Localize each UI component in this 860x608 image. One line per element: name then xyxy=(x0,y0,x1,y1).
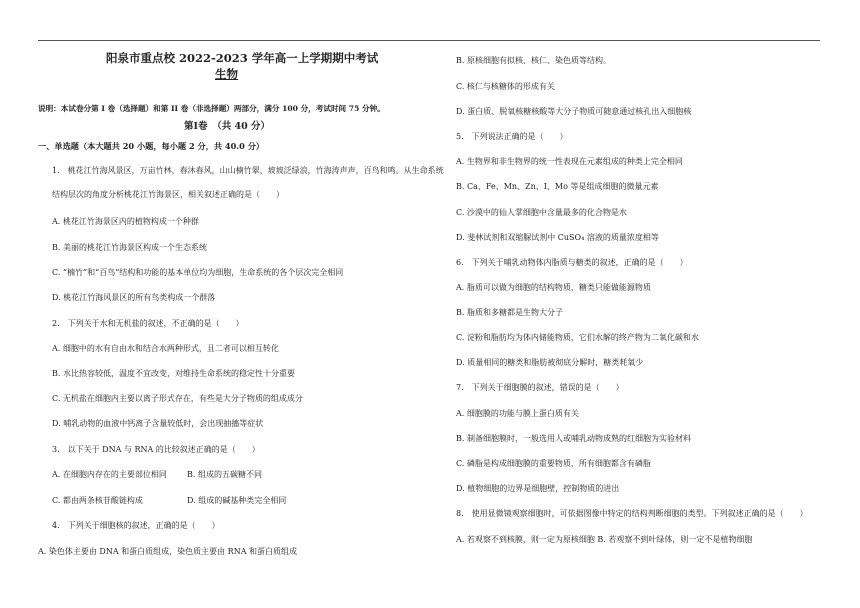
section-one-heading: 一、单选题（本大题共 20 小题，每小题 2 分，共 40.0 分） xyxy=(38,141,265,151)
q3-option-a: A. 在细胞内存在的主要部位相同 xyxy=(52,470,167,479)
exam-subject: 生物 xyxy=(215,67,238,81)
q6-option-a: A. 脂质可以做为细胞的结构物质，糖类只能做能源物质 xyxy=(456,283,651,292)
part-one-heading: 第Ⅰ卷 （共 40 分） xyxy=(184,121,271,132)
q1-option-c: C. “楠竹”和“百鸟”结构和功能的基本单位均为细胞，生命系统的各个层次完全相同 xyxy=(52,268,344,277)
header-rule xyxy=(38,40,820,41)
q7-option-c: C. 磷脂是构成细胞膜的重要物质，所有细胞都含有磷脂 xyxy=(456,459,651,468)
q7-option-b: B. 制备细胞膜时，一般选用人或哺乳动物成熟的红细胞为实验材料 xyxy=(456,434,691,443)
exam-title: 阳泉市重点校 2022-2023 学年高一上学期期中考试 xyxy=(106,51,379,65)
q4-option-c: C. 核仁与核糖体的形成有关 xyxy=(456,82,555,91)
exam-note: 说明：本试卷分第 I 卷（选择题）和第 II 卷（非选择题）两部分，满分 100 分，考试时间 75 分钟。 xyxy=(38,104,385,113)
q4-stem: 4. 下列关于细胞核的叙述，正确的是（ ） xyxy=(52,521,220,530)
q7-stem: 7. 下列关于细胞膜的叙述，错误的是（ ） xyxy=(456,383,624,392)
q1-option-a: A. 桃花江竹海景区内的植物构成一个种群 xyxy=(52,217,199,226)
q2-option-d: D. 哺乳动物的血液中钙离子含量较低时，会出现抽搐等症状 xyxy=(52,419,264,428)
q3-stem: 3. 以下关于 DNA 与 RNA 的比较叙述正确的是（ ） xyxy=(52,445,260,454)
q2-stem: 2. 下列关于水和无机盐的叙述，不正确的是（ ） xyxy=(52,319,244,328)
q5-option-d: D. 斐林试剂和双缩脲试剂中 CuSO₄ 溶液的质量浓度相等 xyxy=(456,233,659,242)
q3-option-c: C. 都由两条核苷酸链构成 xyxy=(52,496,143,505)
q7-option-d: D. 植物细胞的边界是细胞壁，控制物质的进出 xyxy=(456,484,620,493)
q6-option-b: B. 脂质和多糖都是生物大分子 xyxy=(456,308,563,317)
q3-option-b: B. 组成的五碳糖不同 xyxy=(187,470,262,479)
q1-stem-line2: 结构层次的角度分析桃花江竹海景区，相关叙述正确的是（ ） xyxy=(52,190,284,199)
q2-option-a: A. 细胞中的水有自由水和结合水两种形式，且二者可以相互转化 xyxy=(52,344,279,353)
q1-stem-line1: 1. 桃花江竹海风景区，万亩竹林，春沐春风，山山楠竹翠，坡坡泛绿浪，竹海涛声声，百鸟和鸣。从生命系统 xyxy=(52,166,444,175)
q4-option-b: B. 原核细胞有拟核、核仁、染色质等结构。 xyxy=(456,56,611,65)
q1-option-d: D. 桃花江竹海风景区的所有鸟类构成一个群落 xyxy=(52,293,216,302)
q4-option-d: D. 蛋白质、脱氧核糖核酸等大分子物质可随意通过核孔出入细胞核 xyxy=(456,107,692,116)
q5-stem: 5. 下列说法正确的是（ ） xyxy=(456,132,568,141)
q4-option-a: A. 染色体主要由 DNA 和蛋白质组成，染色质主要由 RNA 和蛋白质组成 xyxy=(38,547,298,556)
q5-option-b: B. Ca、Fe、Mn、Zn、I、Mo 等是组成细胞的微量元素 xyxy=(456,182,659,191)
q5-option-c: C. 沙漠中的仙人掌细胞中含量最多的化合物是水 xyxy=(456,208,627,217)
q3-option-d: D. 组成的碱基种类完全相同 xyxy=(187,496,287,505)
q5-option-a: A. 生物界和非生物界的统一性表现在元素组成的种类上完全相同 xyxy=(456,157,683,166)
q6-stem: 6. 下列关于哺乳动物体内脂质与糖类的叙述，正确的是（ ） xyxy=(456,258,688,267)
q8-stem: 8. 使用显微镜观察细胞时，可依据图像中特定的结构判断细胞的类型。下列叙述正确的是（ ） xyxy=(456,509,808,518)
q6-option-c: C. 淀粉和脂肪均为体内储能物质，它们水解的终产物为二氧化碳和水 xyxy=(456,333,699,342)
q1-option-b: B. 美丽的桃花江竹海景区构成一个生态系统 xyxy=(52,243,207,252)
q6-option-d: D. 质量相同的糖类和脂肪被彻底分解时，糖类耗氧少 xyxy=(456,358,644,367)
q7-option-a: A. 细胞膜的功能与膜上蛋白质有关 xyxy=(456,409,579,418)
q2-option-b: B. 水比热容较低，温度不宜改变，对维持生命系统的稳定性十分重要 xyxy=(52,369,295,378)
q2-option-c: C. 无机盐在细胞内主要以离子形式存在，有些是大分子物质的组成成分 xyxy=(52,394,303,403)
q8-option-ab: A. 若观察不到核膜，则一定为原核细胞 B. 若观察不到叶绿体，则一定不是植物细胞 xyxy=(456,535,753,544)
